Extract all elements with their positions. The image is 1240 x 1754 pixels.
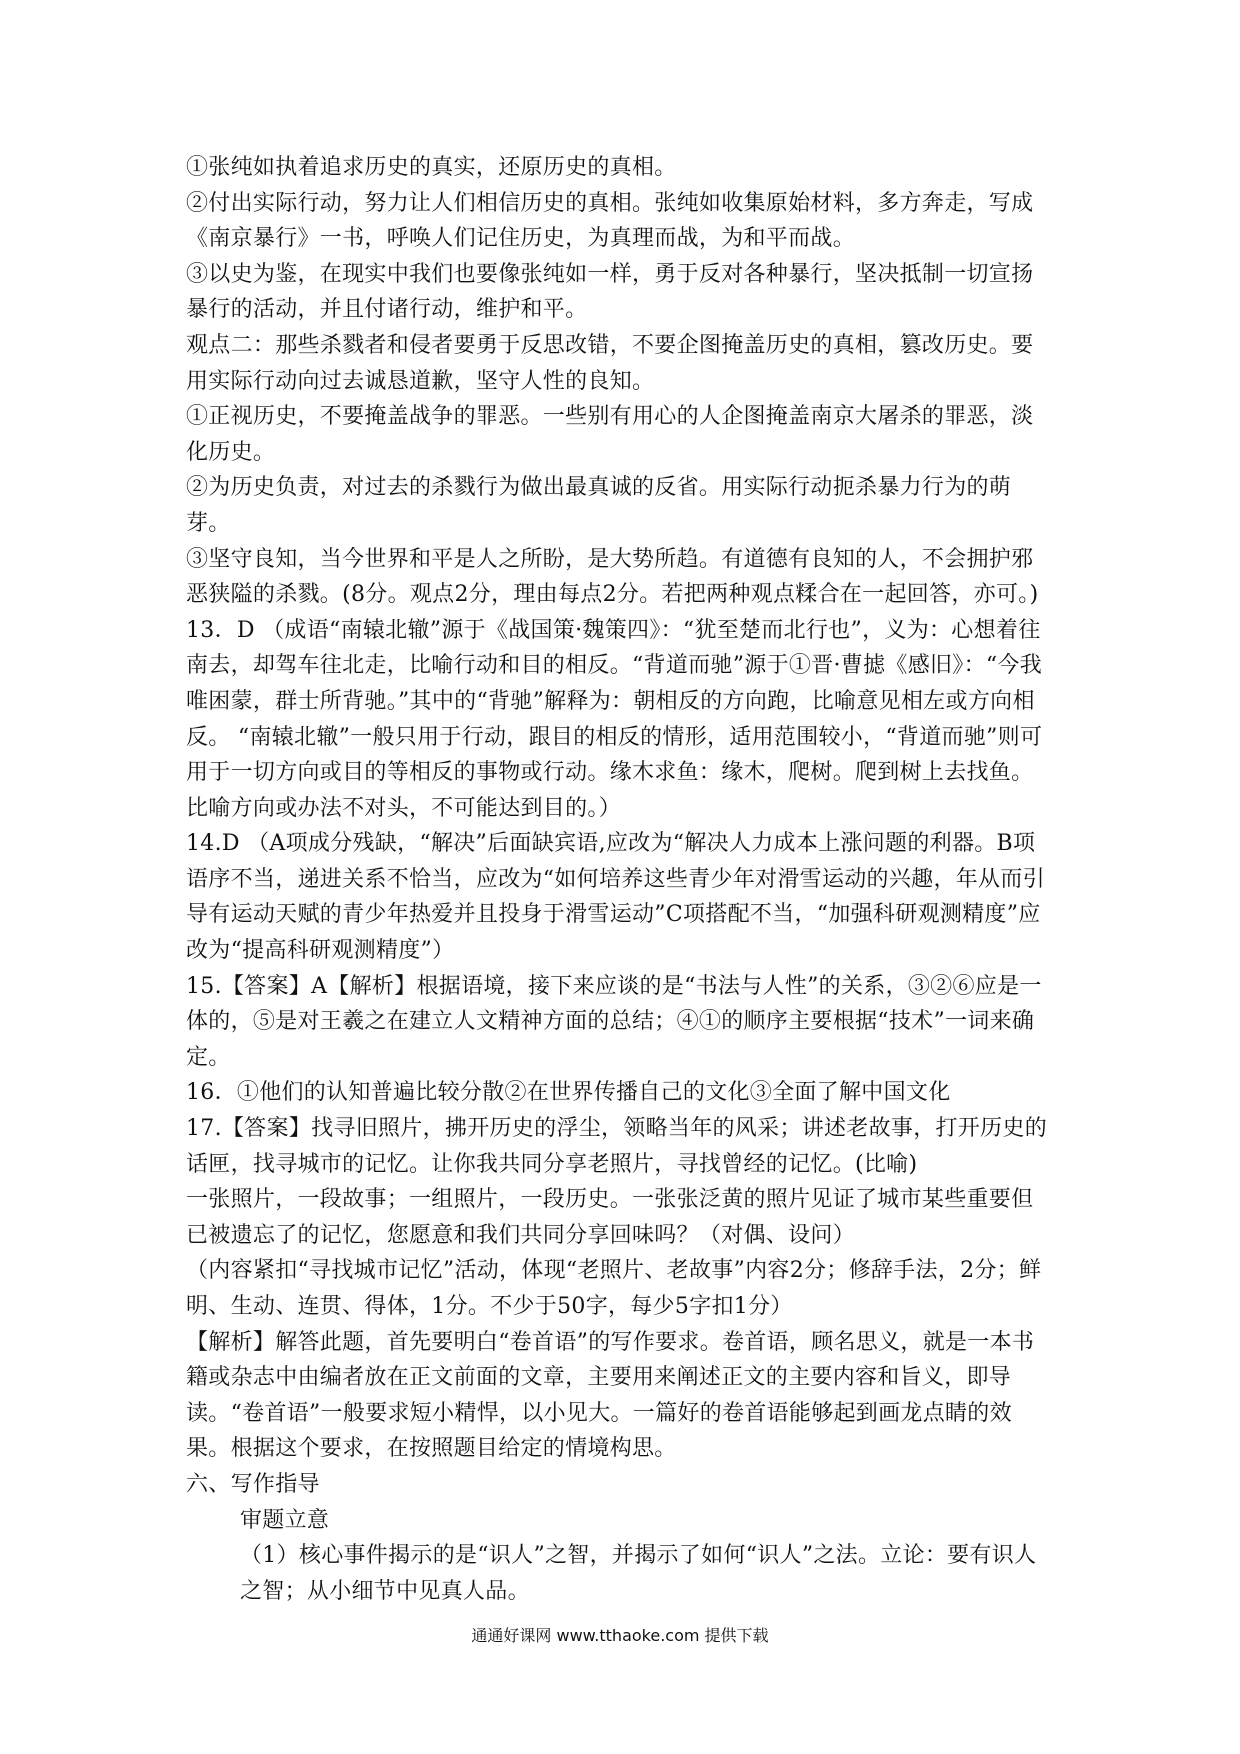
document-body <box>186 150 1048 1609</box>
paragraph: ③坚守良知，当今世界和平是人之所盼，是大势所趋。有道德有良知的人，不会拥护邪恶狭隘的杀戮。(8分。观点2分，理由每点2分。若把两种观点糅合在一起回答，亦可。) <box>186 546 1039 608</box>
paragraph: ①正视历史，不要掩盖战争的罪恶。一些别有用心的人企图掩盖南京大屠杀的罪恶，淡化历史。 <box>186 404 1034 465</box>
page-footer: 通通好课网 www.tthaoke.com 提供下载 <box>471 1626 769 1645</box>
subsection-heading: 审题立意 <box>240 1507 330 1533</box>
paragraph: 一张照片，一段故事；一组照片，一段历史。一张张泛黄的照片见证了城市某些重要但已被遗忘了的记忆，您愿意和我们共同分享回味吗？（对偶、设问） <box>186 1187 1034 1248</box>
paragraph: ②为历史负责，对过去的杀戮行为做出最真诚的反省。用实际行动扼杀暴力行为的萌芽。 <box>186 475 1012 536</box>
paragraph: ①张纯如执着追求历史的真实，还原历史的真相。 <box>186 155 677 180</box>
paragraph: （1）核心事件揭示的是“识人”之智，并揭示了如何“识人”之法。立论：要有识人之智；从小细节中见真人品。 <box>240 1543 1037 1604</box>
paragraph: 14.D （A项成分残缺，“解决”后面缺宾语,应改为“解决人力成本上涨问题的利器。B项语序不当，递进关系不恰当，应改为“如何培养这些青少年对滑雪运动的兴趣，年从而引导有运动天赋的青少年热爱并且投身于滑雪运动”C项搭配不当，“加强科研观测精度”应改为“提高科研观测精度”） <box>186 831 1045 964</box>
paragraph: （内容紧扣“寻找城市记忆”活动，体现“老照片、老故事”内容2分；修辞手法，2分；鲜明、生动、连贯、得体，1分。不少于50字，每少5字扣1分） <box>186 1258 1042 1319</box>
paragraph: 13．D （成语“南辕北辙”源于《战国策·魏策四》：“犹至楚而北行也”，义为：心想着往南去，却驾车往北走，比喻行动和目的相反。“背道而驰”源于①晋·曹摅《感旧》：“今我唯困蒙，群士所背驰。”其中的“背驰”解释为：朝相反的方向跑，比喻意见相左或方向相反。 “南辕北辙”一般只用于行动，跟目的相反的情形，适用范围较小，“背道而驰”则可用于一切方向或目的等相反的事物或行动。缘木求鱼：缘木，爬树。爬到树上去找鱼。比喻方向或办法不对头，不可能达到目的。） <box>186 617 1043 821</box>
paragraph: 17.【答案】找寻旧照片，拂开历史的浮尘，领略当年的风采；讲述老故事，打开历史的话匣，找寻城市的记忆。让你我共同分享老照片，寻找曾经的记忆。(比喻) <box>186 1116 1047 1177</box>
paragraph: 15.【答案】A【解析】根据语境，接下来应谈的是“书法与人性”的关系，③②⑥应是一体的，⑤是对王羲之在建立人文精神方面的总结；④①的顺序主要根据“技术”一词来确定。 <box>186 973 1042 1070</box>
paragraph: 16．①他们的认知普遍比较分散②在世界传播自己的文化③全面了解中国文化 <box>186 1080 951 1106</box>
section-heading: 六、写作指导 <box>186 1471 320 1497</box>
paragraph: 【解析】解答此题，首先要明白“卷首语”的写作要求。卷首语，顾名思义，就是一本书籍或杂志中由编者放在正文前面的文章，主要用来阐述正文的主要内容和旨义，即导读。“卷首语”一般要求短小精悍，以小见大。一篇好的卷首语能够起到画龙点睛的效果。根据这个要求，在按照题目给定的情境构思。 <box>186 1329 1035 1462</box>
paragraph: 观点二：那些杀戮者和侵者要勇于反思改错，不要企图掩盖历史的真相，篡改历史。要用实际行动向过去诚恳道歉，坚守人性的良知。 <box>186 332 1034 394</box>
paragraph: ③以史为鉴，在现实中我们也要像张纯如一样，勇于反对各种暴行，坚决抵制一切宣扬暴行的活动，并且付诸行动，维护和平。 <box>186 261 1034 323</box>
paragraph: ②付出实际行动，努力让人们相信历史的真相。张纯如收集原始材料，多方奔走，写成《南京暴行》一书，呼唤人们记住历史，为真理而战，为和平而战。 <box>186 190 1034 252</box>
